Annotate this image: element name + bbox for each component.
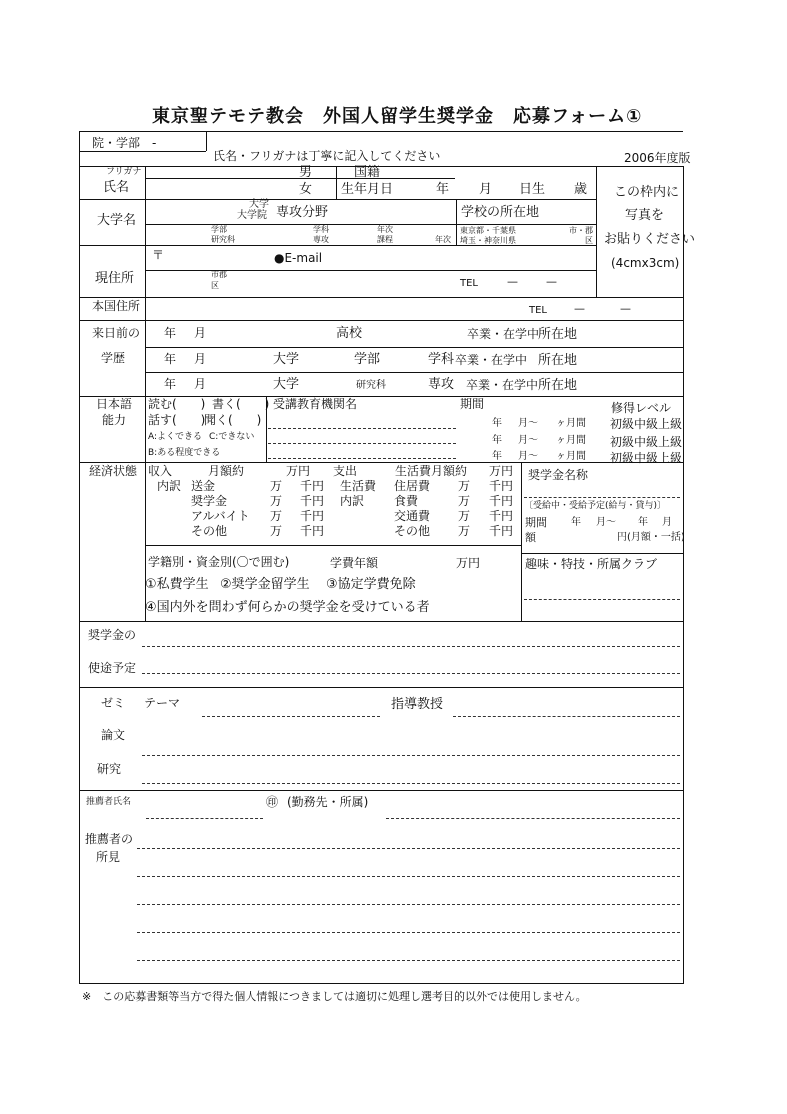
university-label: 大学名 <box>97 213 137 228</box>
address-tel-dash2: — <box>546 275 557 288</box>
monthly-label: 月額約 <box>208 464 245 478</box>
level-label: 修得レベル <box>611 401 672 415</box>
expense-item-2: 食費 <box>394 494 419 508</box>
dob-month: 月 <box>479 182 493 197</box>
photo-line3: お貼りください <box>604 232 696 247</box>
institution-line3 <box>268 458 456 459</box>
gakka-label: 学科 <box>313 225 329 234</box>
h3-status[interactable]: 卒業・在学中 <box>466 378 539 392</box>
faculty-divider <box>206 131 207 151</box>
income-man-4: 万 <box>270 524 283 538</box>
h3-year: 年 <box>164 377 177 391</box>
frame-header-line <box>79 166 683 167</box>
gender-divider <box>336 166 337 199</box>
hobbies-line <box>524 599 680 600</box>
tuition-label: 学費年額 <box>330 556 379 570</box>
h2-dept: 学部 <box>354 352 381 367</box>
j3-months: ヶ月間 <box>556 451 586 462</box>
income-sen-1: 千円 <box>300 479 325 493</box>
expense-man-2: 万 <box>458 494 471 508</box>
usage-line2 <box>142 673 680 674</box>
h1-month: 月 <box>194 326 207 340</box>
h1-location: 所在地 <box>538 327 578 342</box>
income-sen-2: 千円 <box>300 494 325 508</box>
daigaku-label: 大学 <box>249 199 269 210</box>
seminar-row-bottom <box>79 790 683 791</box>
scholarship-name-label: 奨学金名称 <box>528 468 589 482</box>
workplace-line <box>386 818 680 819</box>
university-row-bottom <box>79 245 596 246</box>
finance-divider <box>521 462 522 621</box>
expense-sen-2: 千円 <box>489 494 514 508</box>
scholarship-name-line <box>524 497 680 498</box>
income-man-3: 万 <box>270 509 283 523</box>
h1-status[interactable]: 卒業・在学中 <box>467 327 540 341</box>
male-option[interactable]: 男 <box>299 165 313 180</box>
h1-school: 高校 <box>336 326 363 341</box>
expense-item-1: 住居費 <box>394 479 431 493</box>
city-label: 市・郡 <box>569 226 593 235</box>
opinion-line5 <box>137 960 680 961</box>
living-unit: 万円 <box>489 464 514 478</box>
kenkyu-label: 研究 <box>97 762 122 776</box>
period-month: 月〜 <box>596 517 616 528</box>
kenkyuka-label: 研究科 <box>211 235 235 244</box>
option-exemption[interactable]: ③協定学費免除 <box>326 577 416 592</box>
kenkyu-line <box>142 783 680 784</box>
home-row-bottom <box>79 320 683 321</box>
name-label: 氏名 <box>103 180 130 195</box>
expense-man-4: 万 <box>458 524 471 538</box>
h2-location: 所在地 <box>538 353 578 368</box>
expense-item-4: その他 <box>394 524 431 538</box>
h3-month: 月 <box>194 377 207 391</box>
amount-label: 額 <box>525 531 536 544</box>
photo-col-line <box>596 166 597 297</box>
university-mid-line <box>145 224 456 225</box>
history-line2 <box>145 372 683 373</box>
nenji2-label: 年次 <box>435 235 451 244</box>
ward-label: 区 <box>585 236 593 245</box>
income-man-2: 万 <box>270 494 283 508</box>
h3-school: 大学 <box>273 377 300 392</box>
dob-year: 年 <box>436 182 450 197</box>
finance-row-bottom <box>79 621 683 622</box>
expense-item-living: 生活費 <box>340 479 377 493</box>
j1-month: 月〜 <box>518 418 538 429</box>
furigana-label: フリガナ <box>106 167 142 177</box>
gakubu-label: 学部 <box>211 225 227 234</box>
theme-label: テーマ <box>144 696 181 710</box>
advisor-label: 指導教授 <box>391 697 444 712</box>
address-row-bottom <box>79 297 683 298</box>
home-address-label: 本国住所 <box>92 299 141 313</box>
nationality-label: 国籍 <box>354 165 381 180</box>
income-item-4: その他 <box>191 524 228 538</box>
expense-sen-1: 千円 <box>489 479 514 493</box>
faculty-underline <box>79 151 206 152</box>
advisor-line <box>453 716 680 717</box>
j3-level[interactable]: 初級中級上級 <box>610 451 683 465</box>
institution-line1 <box>268 428 456 429</box>
ronbun-line <box>142 755 680 756</box>
school-location-divider <box>456 199 457 245</box>
nenji-label: 年次 <box>377 225 393 234</box>
h2-month: 月 <box>194 352 207 366</box>
label-col-line <box>145 166 146 621</box>
senko-label: 専攻 <box>313 235 329 244</box>
income-sen-3: 千円 <box>300 509 325 523</box>
opinion-label2: 所見 <box>96 850 121 864</box>
opinion-line4 <box>137 932 680 933</box>
speak-field[interactable]: 話す( ) <box>148 413 206 427</box>
frame-left-line <box>79 131 80 983</box>
recommender-name-line <box>146 818 263 819</box>
history-line1 <box>145 347 683 348</box>
j3-month: 月〜 <box>518 451 538 462</box>
opinion-label1: 推薦者の <box>85 832 134 846</box>
expense-man-1: 万 <box>458 479 471 493</box>
option-other-scholarship[interactable]: ④国内外を問わず何らかの奨学金を受けている者 <box>145 600 430 615</box>
expense-man-3: 万 <box>458 509 471 523</box>
pref1-label: 東京都・千葉県 <box>460 226 516 235</box>
j2-level[interactable]: 初級中級上級 <box>610 435 683 449</box>
photo-size: (4cmx3cm) <box>611 256 680 270</box>
opinion-line2 <box>137 876 680 877</box>
scholarship-box-bottom <box>521 553 683 554</box>
income-breakdown: 内訳 <box>157 479 182 493</box>
income-item-3: アルバイト <box>191 509 250 523</box>
seal-mark: ㊞ <box>266 795 279 809</box>
legend-a: A:よくできる <box>148 432 203 442</box>
living-cost-label: 生活費月額約 <box>395 464 468 478</box>
listen-field[interactable]: 聞く( ) <box>204 413 262 427</box>
faculty-label: 院・学部 - <box>92 136 157 150</box>
hobbies-label: 趣味・特技・所属クラブ <box>525 557 658 571</box>
recommender-name-label: 推薦者氏名 <box>86 797 132 807</box>
h2-school: 大学 <box>273 352 300 367</box>
pref2-label: 埼玉・神奈川県 <box>460 236 516 245</box>
form-title: 東京聖テモテ教会 外国人留学生奨学金 応募フォーム① <box>152 106 643 127</box>
katei-label: 課程 <box>377 235 393 244</box>
option-private[interactable]: ①私費学生 <box>145 577 209 592</box>
usage-line1 <box>142 646 680 647</box>
write-field[interactable]: 書く( ) <box>212 397 270 411</box>
h1-year: 年 <box>164 326 177 340</box>
h2-status[interactable]: 卒業・在学中 <box>455 353 528 367</box>
h2-major: 学科 <box>428 352 455 367</box>
income-item-1: 送金 <box>191 479 216 493</box>
finance-label: 経済状態 <box>89 464 138 478</box>
daigakuin-label: 大学院 <box>237 210 267 221</box>
period-year: 年 <box>571 517 581 528</box>
address-label: 現住所 <box>95 271 135 286</box>
j2-month: 月〜 <box>518 435 538 446</box>
history-label2: 学歴 <box>101 351 126 365</box>
option-scholarship[interactable]: ②奨学金留学生 <box>220 577 310 592</box>
major-field-label: 専攻分野 <box>276 205 329 220</box>
dob-day: 日生 <box>519 182 546 197</box>
edition-label: 2006年度版 <box>624 151 691 165</box>
theme-line <box>202 716 380 717</box>
frame-right-line <box>683 166 684 984</box>
japanese-row-bottom <box>79 462 683 463</box>
period-label-fin: 期間 <box>525 516 547 529</box>
period-month2: 月 <box>662 517 672 528</box>
tuition-unit: 万円 <box>456 556 481 570</box>
j1-level[interactable]: 初級中級上級 <box>610 417 683 431</box>
h3-location: 所在地 <box>538 378 578 393</box>
privacy-footer: ※ この応募書類等当方で得た個人情報につきましては適切に処理し選考目的以外では使用しません。 <box>82 990 587 1003</box>
income-man-1: 万 <box>270 479 283 493</box>
j1-months: ヶ月間 <box>556 418 586 429</box>
workplace-label: (勤務先・所属) <box>287 795 369 809</box>
expense-breakdown: 内訳 <box>340 494 365 508</box>
usage-row-bottom <box>79 687 683 688</box>
female-option[interactable]: 女 <box>299 182 313 197</box>
photo-line2: 写真を <box>625 208 665 223</box>
finance-mid-line <box>145 545 521 546</box>
legend-c: C:できない <box>209 432 255 442</box>
home-tel-dash2: — <box>620 302 631 315</box>
period-label: 期間 <box>460 397 485 411</box>
j2-year: 年 <box>492 435 502 446</box>
frame-top-line <box>79 131 683 132</box>
home-tel-dash1: — <box>574 302 585 315</box>
dob-label: 生年月日 <box>341 182 394 197</box>
period-year2: 年 <box>638 517 648 528</box>
j3-year: 年 <box>492 451 502 462</box>
address-ward: 区 <box>211 281 219 290</box>
usage-label2: 使途予定 <box>88 661 137 675</box>
location-mid-line <box>456 224 596 225</box>
japanese-label1: 日本語 <box>96 397 133 411</box>
age-label: 歳 <box>574 182 588 197</box>
address-city: 市郡 <box>211 270 227 279</box>
zemi-label: ゼミ <box>101 696 126 710</box>
opinion-line3 <box>137 904 680 905</box>
ronbun-label: 論文 <box>101 728 126 742</box>
amount-unit: 円(月額・一括) <box>617 532 685 543</box>
name-row-bottom <box>79 199 596 200</box>
address-tel-label: TEL <box>460 278 478 289</box>
email-label: ●E-mail <box>274 251 323 265</box>
j1-year: 年 <box>492 418 502 429</box>
opinion-line1 <box>137 848 680 849</box>
institution-line2 <box>268 443 456 444</box>
institution-label: 受講教育機関名 <box>273 397 358 411</box>
income-label: 収入 <box>148 464 173 478</box>
expense-sen-3: 千円 <box>489 509 514 523</box>
usage-label1: 奨学金の <box>88 628 137 642</box>
postal-mark: 〒 <box>152 248 165 262</box>
income-item-2: 奨学金 <box>191 494 228 508</box>
income-sen-4: 千円 <box>300 524 325 538</box>
read-field[interactable]: 読む( ) <box>148 397 206 411</box>
frame-bottom-line <box>79 983 684 984</box>
h3-major: 専攻 <box>428 377 455 392</box>
japanese-label2: 能力 <box>102 413 127 427</box>
expense-sen-4: 千円 <box>489 524 514 538</box>
expense-label: 支出 <box>333 464 358 478</box>
legend-b: B:ある程度できる <box>148 448 221 458</box>
h2-year: 年 <box>164 352 177 366</box>
school-location-label: 学校の所在地 <box>461 205 540 220</box>
status-question: 学籍別・資金別(〇で囲む) <box>148 555 290 569</box>
expense-item-3: 交通費 <box>394 509 431 523</box>
history-label1: 来日前の <box>92 326 141 340</box>
instruction-text: 氏名・フリガナは丁寧に記入してください <box>213 149 441 163</box>
receiving-label: 〔受給中・受給予定(給与・貸与)〕 <box>524 501 667 511</box>
address-tel-dash1: — <box>507 275 518 288</box>
photo-line1: この枠内に <box>614 185 680 200</box>
j2-months: ヶ月間 <box>556 435 586 446</box>
h3-dept: 研究科 <box>356 380 386 391</box>
income-unit: 万円 <box>286 464 311 478</box>
home-tel-label: TEL <box>529 305 547 316</box>
